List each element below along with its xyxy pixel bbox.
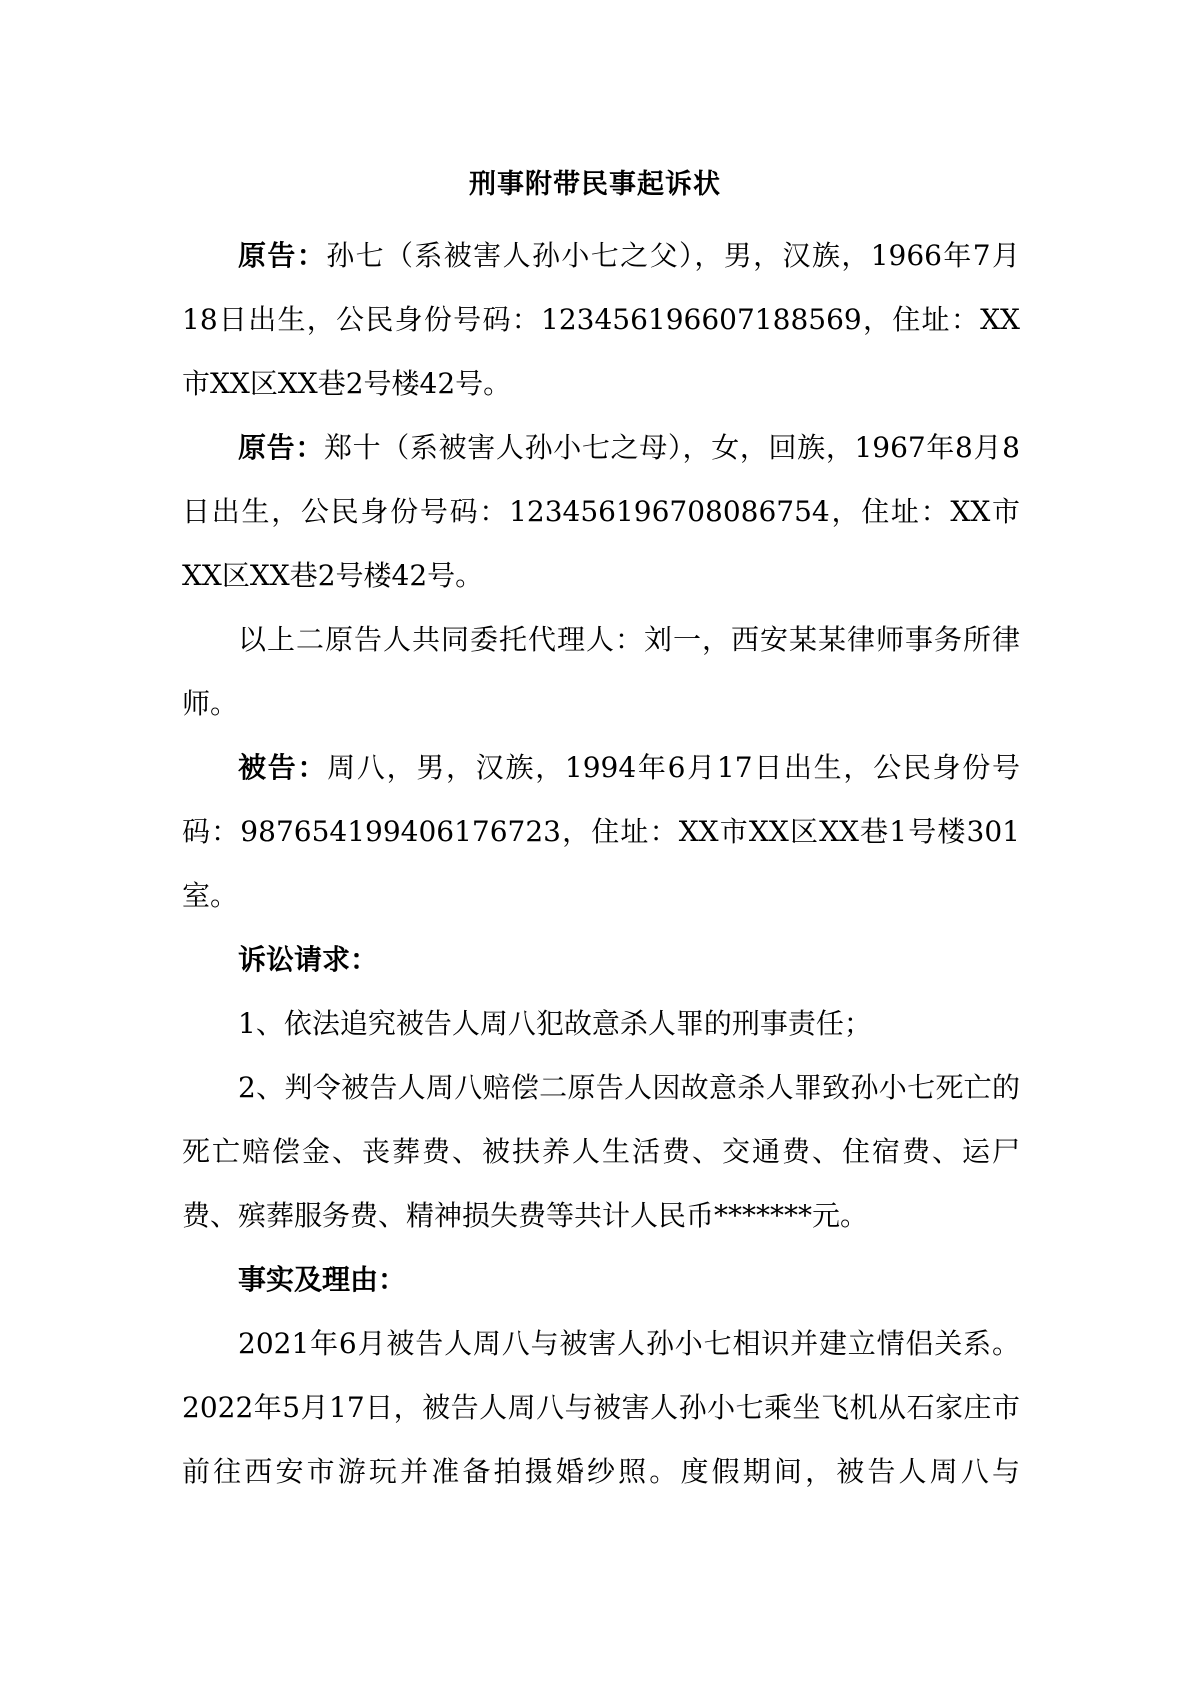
plaintiff-2-text: 郑十（系被害人孙小七之母），女，回族，1967年8月8日出生，公民身份号码：123456196708086754，住址：XX市XX区XX巷2号楼42号。 (182, 431, 1020, 592)
plaintiff-1-text: 孙七（系被害人孙小七之父），男，汉族，1966年7月18日出生，公民身份号码：123456196607188569，住址：XX市XX区XX巷2号楼42号。 (182, 239, 1020, 400)
facts-heading: 事实及理由： (238, 1263, 407, 1296)
document-title: 刑事附带民事起诉状 (469, 169, 721, 200)
agent-text: 以上二原告人共同委托代理人：刘一，西安某某律师事务所律师。 (182, 623, 1020, 720)
claim-item-1: 1、依法追究被告人周八犯故意杀人罪的刑事责任； (238, 1007, 872, 1040)
plaintiff-1-paragraph (182, 224, 1020, 416)
plaintiff-1-label: 原告： (238, 239, 327, 272)
defendant-label: 被告： (238, 751, 328, 784)
defendant-text: 周八，男，汉族，1994年6月17日出生，公民身份号码：987654199406176723，住址：XX市XX区XX巷1号楼301室。 (182, 751, 1020, 912)
plaintiff-2-paragraph (182, 416, 1020, 608)
agent-paragraph (182, 608, 1020, 736)
facts-text: 2021年6月被告人周八与被害人孙小七相识并建立情侣关系。2022年5月17日，被告人周八与被害人孙小七乘坐飞机从石家庄市前往西安市游玩并准备拍摄婚纱照。度假期间，被告人周八与 (182, 1327, 1020, 1488)
claim-item-2: 2、判令被告人周八赔偿二原告人因故意杀人罪致孙小七死亡的死亡赔偿金、丧葬费、被扶养人生活费、交通费、住宿费、运尸费、殡葬服务费、精神损失费等共计人民币*******元。 (182, 1071, 1020, 1232)
plaintiff-2-label: 原告： (238, 431, 324, 464)
claims-heading: 诉讼请求： (238, 943, 379, 976)
defendant-paragraph (182, 736, 1020, 928)
